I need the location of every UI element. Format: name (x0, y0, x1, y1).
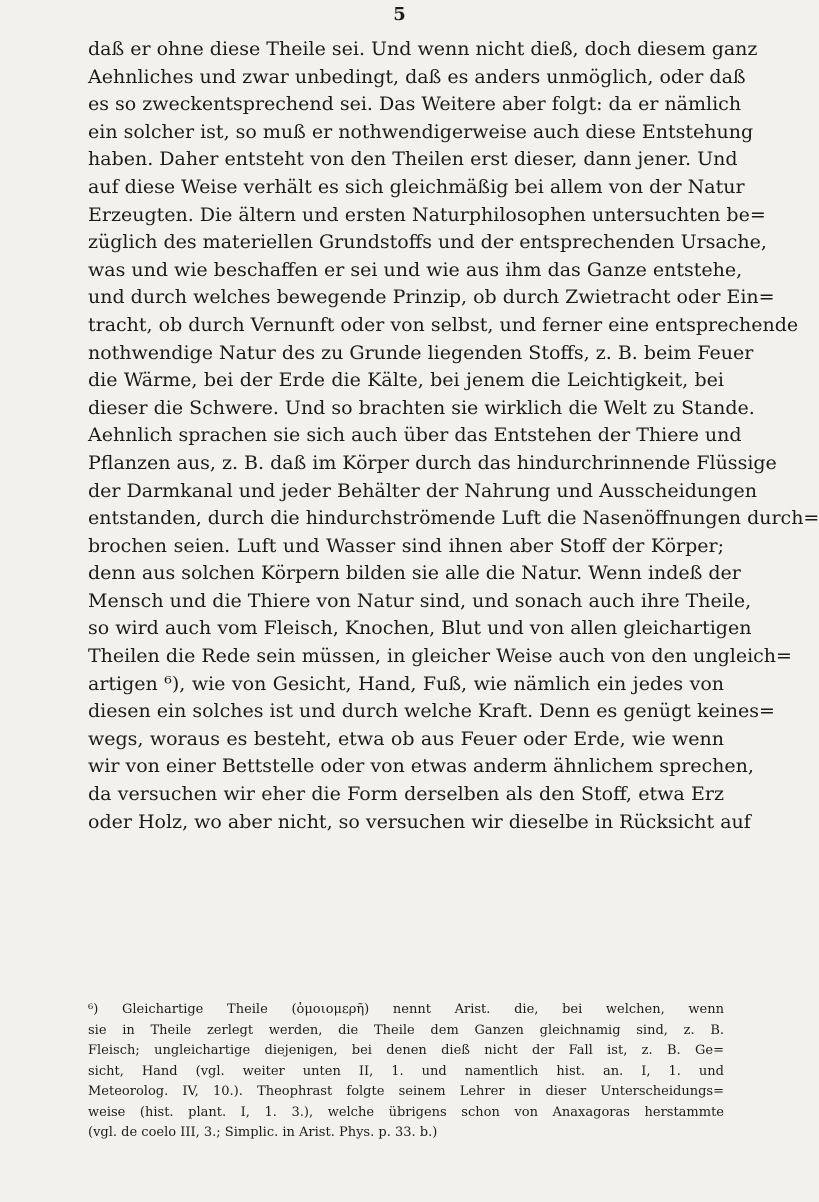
text-line: der Darmkanal und jeder Behälter der Nahrung und Ausscheidungen (88, 479, 757, 502)
text-line: diesen ein solches ist und durch welche Kraft. Denn es genügt keines= (88, 700, 775, 723)
text-line: was und wie beschaffen er sei und wie aus ihm das Ganze entstehe, (88, 258, 743, 281)
footnote (88, 1000, 724, 1144)
text-line: Aehnliches und zwar unbedingt, daß es anders unmöglich, oder daß (88, 65, 746, 88)
text-line: züglich des materiellen Grundstoffs und der entsprechenden Ursache, (88, 231, 767, 254)
text-line: wegs, woraus es besteht, etwa ob aus Feuer oder Erde, wie wenn (88, 727, 724, 750)
text-line: tracht, ob durch Vernunft oder von selbst, und ferner eine entsprechende (88, 313, 799, 336)
text-line: daß er ohne diese Theile sei. Und wenn nicht dieß, doch diesem ganz (88, 38, 758, 60)
footnote-line: Meteorolog. IV, 10.). Theophrast folgte seinem Lehrer in dieser Unterscheidungs= (88, 1084, 724, 1099)
footnote-line: sicht, Hand (vgl. weiter unten II, 1. und namentlich hist. an. I, 1. und (88, 1063, 724, 1079)
main-text (88, 36, 819, 836)
text-line: brochen seien. Luft und Wasser sind ihnen aber Stoff der Körper; (88, 534, 724, 557)
text-line: die Wärme, bei der Erde die Kälte, bei jenem die Leichtigkeit, bei (88, 369, 724, 392)
text-line: haben. Daher entsteht von den Theilen erst dieser, dann jener. Und (88, 148, 738, 171)
text-line: entstanden, durch die hindurchströmende Luft die Nasenöffnungen durch= (88, 507, 819, 530)
footnote-line: weise (hist. plant. I, 1. 3.), welche übrigens schon von Anaxagoras herstammte (88, 1104, 724, 1120)
text-line: auf diese Weise verhält es sich gleichmäßig bei allem von der Natur (88, 175, 745, 198)
text-line: wir von einer Bettstelle oder von etwas anderm ähnlichem sprechen, (88, 755, 754, 778)
text-line: Aehnlich sprachen sie sich auch über das Entstehen der Thiere und (88, 424, 742, 447)
text-line: Mensch und die Thiere von Natur sind, und sonach auch ihre Theile, (88, 589, 752, 612)
footnote-line: (vgl. de coelo III, 3.; Simplic. in Arist. Phys. p. 33. b.) (88, 1125, 438, 1140)
footnote-line: sie in Theile zerlegt werden, die Theile dem Ganzen gleichnamig sind, z. B. (88, 1022, 724, 1038)
text-line: Theilen die Rede sein müssen, in gleicher Weise auch von den ungleich= (88, 645, 792, 668)
text-line: oder Holz, wo aber nicht, so versuchen wir dieselbe in Rücksicht auf (88, 810, 751, 833)
footnote-line: ⁶) Gleichartige Theile (ὁμοιομερῆ) nennt Arist. die, bei welchen, wenn (88, 1002, 724, 1017)
text-line: da versuchen wir eher die Form derselben als den Stoff, etwa Erz (88, 783, 724, 806)
text-line: und durch welches bewegende Prinzip, ob durch Zwietracht oder Ein= (88, 286, 775, 309)
text-line: dieser die Schwere. Und so brachten sie wirklich die Welt zu Stande. (88, 396, 755, 419)
text-line: Pflanzen aus, z. B. daß im Körper durch das hindurchrinnende Flüssige (88, 451, 777, 474)
text-line: nothwendige Natur des zu Grunde liegenden Stoffs, z. B. beim Feuer (88, 341, 754, 364)
text-line: Erzeugten. Die ältern und ersten Naturphilosophen untersuchten be= (88, 203, 766, 226)
footnote-line: Fleisch; ungleichartige diejenigen, bei denen dieß nicht der Fall ist, z. B. Ge= (88, 1043, 724, 1058)
text-line: so wird auch vom Fleisch, Knochen, Blut und von allen gleichartigen (88, 617, 752, 640)
text-line: artigen ⁶), wie von Gesicht, Hand, Fuß, wie nämlich ein jedes von (88, 672, 724, 695)
text-line: es so zweckentsprechend sei. Das Weitere aber folgt: da er nämlich (88, 93, 742, 116)
page-number: 5 (393, 4, 407, 25)
text-line: ein solcher ist, so muß er nothwendigerweise auch diese Entstehung (88, 120, 754, 143)
text-line: denn aus solchen Körpern bilden sie alle die Natur. Wenn indeß der (88, 562, 741, 585)
